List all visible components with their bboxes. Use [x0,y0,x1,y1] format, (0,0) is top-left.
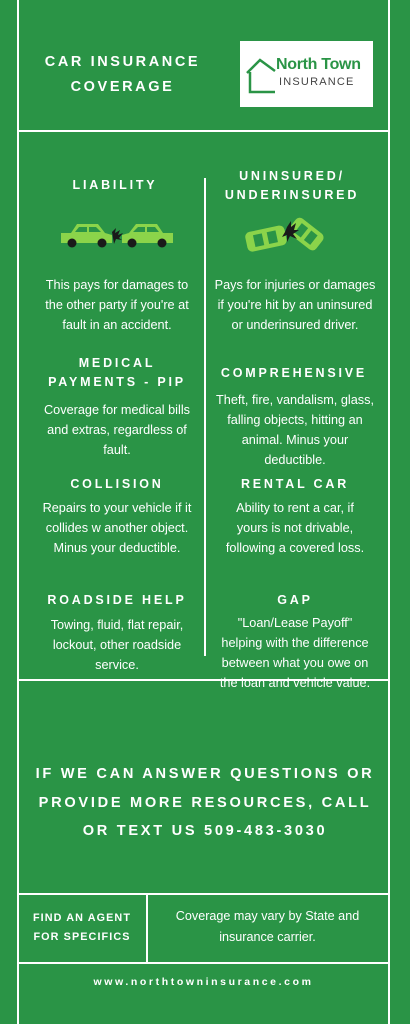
logo-subtitle: INSURANCE [279,76,355,88]
column-divider [204,178,206,656]
contact-call-to-action: IF WE CAN ANSWER QUESTIONS OR PROVIDE MORE RESOURCES, CALL OR TEXT US 509-483-3030 [35,766,375,839]
roadside-heading: ROADSIDE HELP [47,593,187,607]
house-logo-icon [244,55,276,95]
medical-heading: MEDICAL PAYMENTS - PIP [48,356,186,389]
page-title: CAR INSURANCE COVERAGE [44,54,201,95]
website-link[interactable]: www.northtowninsurance.com [93,976,314,988]
rental-car-heading: RENTAL CAR [240,477,350,491]
header-divider [17,130,390,132]
uninsured-heading: UNINSURED/ UNDERINSURED [224,169,360,202]
liability-heading: LIABILITY [72,178,158,192]
collision-description: Repairs to your vehicle if it collides w another object. Minus your deductible. [42,501,192,555]
company-logo [240,41,373,107]
uninsured-description: Pays for injuries or damages if you're hit by an uninsured or underinsured driver. [214,278,376,332]
medical-description: Coverage for medical bills and extras, regardless of fault. [44,403,190,457]
logo-name: North Town [276,56,361,73]
gap-description: "Loan/Lease Payoff" helping with the difference between what you owe on the loan and vehicle value. [219,616,371,690]
find-agent-text: FIND AN AGENT FOR SPECIFICS [32,912,132,943]
cta-divider [17,893,390,895]
footer-column-divider [146,895,148,963]
comprehensive-description: Theft, fire, vandalism, glass, falling objects, hitting an animal. Minus your deductible. [216,393,374,467]
coverage-note: Coverage may vary by State and insurance carrier. [175,909,360,944]
collision-heading: COLLISION [70,477,164,491]
liability-description: This pays for damages to the other party if you're at fault in an accident. [45,278,189,332]
cars-collision-icon [58,219,176,249]
footer-divider [17,962,390,964]
rental-car-description: Ability to rent a car, if yours is not drivable, following a covered loss. [225,501,365,555]
gap-heading: GAP [277,593,313,607]
comprehensive-heading: COMPREHENSIVE [220,366,368,380]
car-crash-icon [242,213,328,257]
roadside-description: Towing, fluid, flat repair, lockout, other roadside service. [50,618,184,672]
